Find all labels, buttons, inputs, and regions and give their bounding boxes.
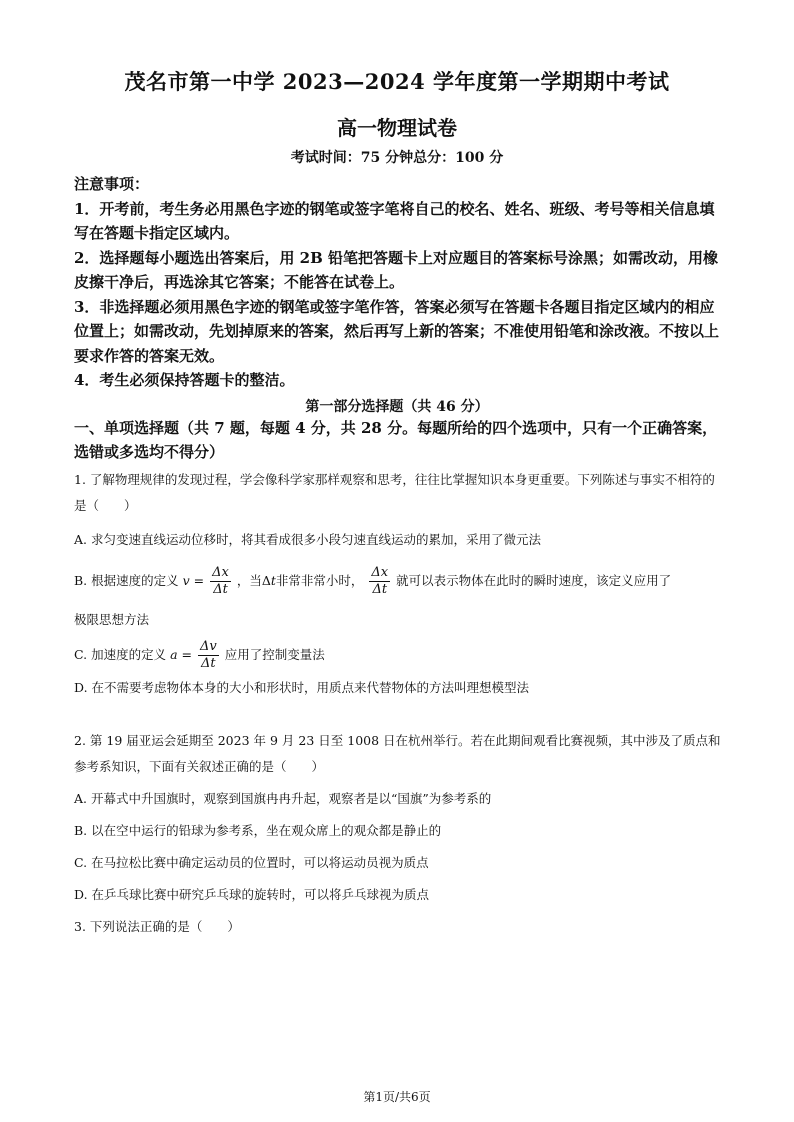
option-c	[74, 637, 724, 673]
velocity-symbol: v	[182, 573, 190, 588]
note-item: 3．非选择题必须用黑色字迹的钢笔或签字笔作答，答案必须写在答题卡各题目指定区域内的相应位置上；如需改动，先划掉原来的答案，然后再写上新的答案；不准使用铅笔和涂改液。不按以上要求作答的答案无效。	[74, 297, 720, 365]
question-1	[74, 467, 724, 701]
part1-title: 第一部分选择题（共 46 分）	[305, 399, 489, 415]
fraction-denominator: Δt	[213, 582, 228, 597]
section-title	[74, 416, 724, 464]
option-d: D. 在不需要考虑物体本身的大小和形状时，用质点来代替物体的方法叫理想模型法	[74, 680, 530, 695]
option-a: A. 开幕式中升国旗时，观察到国旗冉冉升起，观察者是以“国旗”为参考系的	[74, 791, 492, 806]
option-c-text: C. 加速度的定义	[74, 647, 167, 662]
fraction-numerator: Δx	[212, 565, 229, 580]
note-item: 2．选择题每小题选出答案后，用 2B 铅笔把答题卡上对应题目的答案标号涂黑；如需改动，用橡皮擦干净后，再选涂其它答案；不能答在试卷上。	[74, 248, 719, 291]
acceleration-fraction	[198, 639, 219, 672]
time-symbol: t	[270, 573, 276, 588]
note-item: 4．考生必须保持答题卡的整洁。	[74, 371, 295, 389]
fraction-denominator: Δt	[201, 656, 216, 671]
acceleration-symbol: a	[170, 647, 178, 662]
velocity-fraction	[210, 565, 231, 598]
option-b-text: 就可以表示物体在此时的瞬时速度，该定义应用了	[396, 573, 672, 588]
exam-subtitle: 高一物理试卷	[337, 116, 457, 140]
option-b-text: ，当Δ	[236, 573, 271, 588]
exam-title: 茂名市第一中学 2023—2024 学年度第一学期期中考试	[124, 69, 670, 94]
notes-heading: 注意事项：	[74, 175, 150, 193]
question-2	[74, 728, 724, 908]
equals-sign: =	[193, 573, 205, 588]
option-c: C. 在马拉松比赛中确定运动员的位置时，可以将运动员视为质点	[74, 855, 429, 870]
option-a: A. 求匀变速直线运动位移时，将其看成很多小段匀速直线运动的累加，采用了微元法	[74, 532, 541, 547]
section-heading: 一、单项选择题（共 7 题，每题 4 分，共 28 分。每题所给的四个选项中，只有一个正确答案，选错或多选均不得分）	[74, 419, 718, 461]
equals-sign: =	[181, 647, 192, 662]
option-c-text: 应用了控制变量法	[224, 647, 325, 662]
note-item: 1．开考前，考生务必用黑色字迹的钢笔或签字笔将自己的校名、姓名、班级、考号等相关信息填写在答题卡指定区域内。	[74, 199, 715, 242]
exam-info: 考试时间：75 分钟总分：100 分	[290, 150, 504, 166]
question-stem: 1. 了解物理规律的发现过程，学会像科学家那样观察和思考，往往比掌握知识本身更重要。下列陈述与事实不相符的是（ ）	[74, 472, 715, 513]
option-d: D. 在乒乓球比赛中研究乒乓球的旋转时，可以将乒乓球视为质点	[74, 887, 430, 902]
option-b	[74, 563, 724, 599]
velocity-fraction-2	[369, 565, 390, 598]
question-stem: 3. 下列说法正确的是（ ）	[74, 919, 240, 934]
notes-section	[74, 172, 724, 393]
option-b-text: B. 根据速度的定义	[74, 573, 179, 588]
fraction-numerator: Δx	[371, 565, 389, 580]
fraction-numerator: Δv	[199, 639, 217, 654]
option-b: B. 以在空中运行的铅球为参考系，坐在观众席上的观众都是静止的	[74, 823, 442, 838]
fraction-denominator: Δt	[372, 582, 388, 597]
option-b-continued: 极限思想方法	[74, 612, 150, 627]
option-b-text: 非常非常小时，	[275, 573, 364, 588]
question-stem: 2. 第 19 届亚运会延期至 2023 年 9 月 23 日至 1008 日在杭州举行。若在此期间观看比赛视频，其中涉及了质点和参考系知识，下面有关叙述正确的是（ ）	[74, 733, 721, 774]
page-number: 第1页/共6页	[363, 1090, 431, 1104]
question-3	[74, 914, 724, 940]
